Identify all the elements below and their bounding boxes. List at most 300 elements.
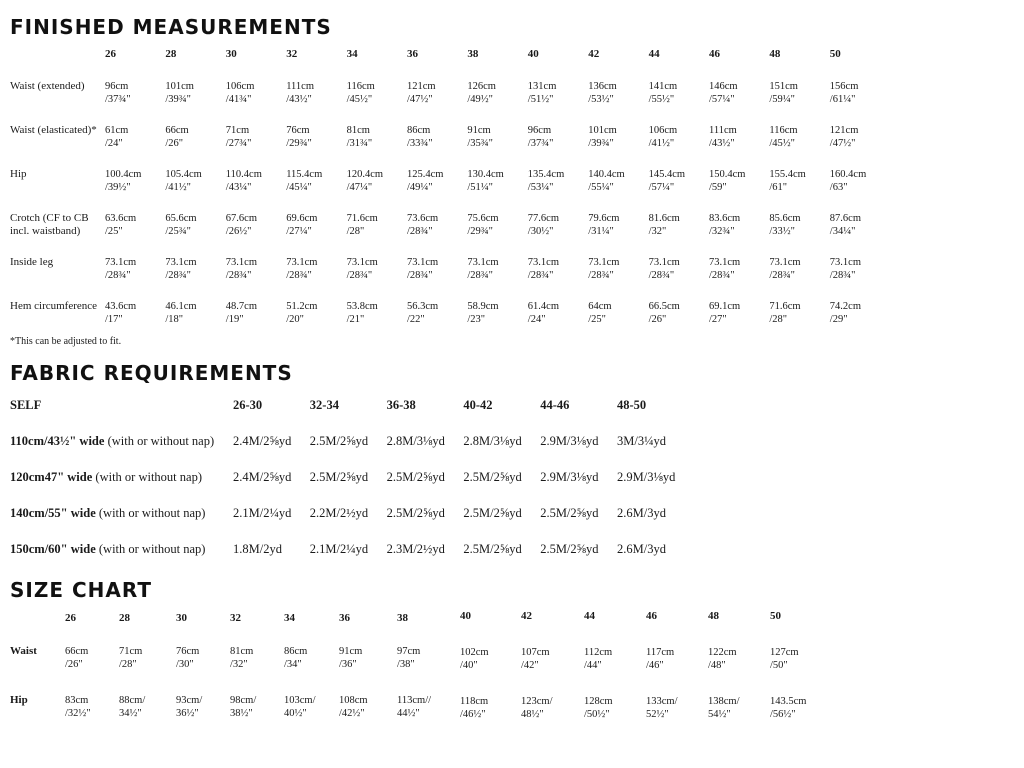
row-label-text: Crotch (CF to CB — [10, 212, 89, 224]
measurement-cell — [347, 168, 383, 194]
cell-imperial: /28¾" — [346, 270, 373, 281]
size-cell — [397, 645, 420, 671]
cell-imperial: /46" — [646, 660, 664, 671]
cell-imperial: /39¾" — [165, 94, 191, 105]
fabric-requirements-heading: FABRIC REQUIREMENTS — [10, 361, 293, 385]
cell-imperial: /50½" — [584, 709, 610, 720]
cell-metric: 83.6cm — [709, 213, 741, 224]
cell-imperial: /31¾" — [346, 138, 373, 149]
finished-measurements-heading: FINISHED MEASUREMENTS — [10, 15, 332, 39]
cell-metric: 73.1cm — [407, 257, 439, 268]
fabric-width-label — [10, 434, 214, 449]
cell-metric: 71.6cm — [769, 301, 801, 312]
measurement-cell — [467, 212, 498, 238]
fabric-amount: 2.6M/3yd — [617, 542, 666, 556]
size-header-28: 28 — [165, 48, 177, 60]
cell-imperial: /35¾" — [467, 138, 493, 149]
measurement-cell — [528, 124, 554, 150]
cell-metric: 48.7cm — [225, 301, 257, 312]
cell-imperial: /32" — [648, 226, 667, 237]
cell-metric: 79.6cm — [588, 213, 620, 224]
measurement-cell — [528, 256, 559, 282]
size-cell — [460, 646, 489, 672]
cell-imperial: /27" — [709, 314, 727, 325]
cell-metric: 86cm — [284, 646, 308, 657]
cell-metric: 123cm/ — [521, 696, 553, 707]
cell-imperial: /39½" — [105, 182, 131, 193]
cell-metric: 71cm — [119, 646, 143, 657]
size-header-42: 42 — [588, 48, 600, 60]
cell-metric: 83cm — [65, 695, 89, 706]
adjust-note: *This can be adjusted to fit. — [10, 336, 122, 347]
measurement-cell — [649, 124, 678, 150]
cell-metric: 145.4cm — [648, 169, 686, 180]
cell-metric: 73.1cm — [769, 257, 801, 268]
measurement-cell — [830, 256, 861, 282]
cell-metric: 73.1cm — [225, 257, 257, 268]
cell-imperial: /45½" — [346, 94, 373, 105]
cell-metric: 110.4cm — [225, 169, 262, 180]
size-header-26: 26 — [65, 612, 76, 624]
cell-metric: 53.8cm — [346, 301, 378, 312]
measurement-cell — [588, 300, 611, 326]
measurement-cell — [649, 300, 680, 326]
size-chart-heading: SIZE CHART — [10, 578, 153, 602]
size-range-header: 40-42 — [463, 398, 493, 412]
measurement-cell — [649, 212, 680, 238]
cell-metric: 106cm — [648, 125, 678, 136]
measurement-cell — [105, 300, 136, 326]
size-header-40: 40 — [460, 610, 471, 622]
cell-metric: 66cm — [65, 646, 89, 657]
fabric-width: 110cm/43½" wide — [10, 434, 105, 448]
cell-imperial: /28¾" — [467, 270, 493, 281]
cell-metric: 122cm — [708, 647, 737, 658]
cell-imperial: /49½" — [467, 94, 493, 105]
measurement-cell — [407, 300, 438, 326]
cell-imperial: /51½" — [527, 94, 554, 105]
nap-note: (with or without nap) — [92, 470, 202, 484]
size-range-header: 32-34 — [309, 398, 339, 412]
size-range-header: 48-50 — [617, 398, 647, 412]
size-header-26: 26 — [105, 48, 116, 60]
measurement-cell — [769, 168, 805, 194]
cell-imperial: /38" — [397, 659, 415, 670]
cell-imperial: /24" — [105, 138, 123, 149]
size-cell — [708, 695, 740, 721]
cell-metric: 107cm — [521, 647, 550, 658]
cell-metric: 66.5cm — [648, 301, 680, 312]
size-cell — [230, 694, 256, 720]
cell-imperial: /45¼" — [286, 182, 312, 193]
fabric-amount: 2.5M/2⅝yd — [463, 542, 522, 556]
size-cell — [65, 694, 91, 720]
cell-metric: 96cm — [105, 81, 129, 92]
cell-metric: 73.1cm — [829, 257, 861, 268]
measurement-cell — [286, 80, 314, 106]
size-header-38: 38 — [467, 48, 479, 60]
size-header-40: 40 — [527, 48, 539, 60]
nap-note: (with or without nap) — [104, 434, 215, 448]
measurement-cell — [347, 256, 378, 282]
measurement-cell — [105, 80, 131, 106]
cell-metric: 141cm — [648, 81, 678, 92]
cell-imperial: /25" — [105, 226, 123, 237]
measurement-cell — [286, 300, 317, 326]
measurement-cell — [226, 168, 262, 194]
measurement-cell — [528, 80, 557, 106]
measurement-cell — [709, 212, 740, 238]
cell-imperial: /27¾" — [225, 138, 252, 149]
cell-metric: 63.6cm — [105, 213, 137, 224]
size-cell — [646, 646, 674, 672]
size-cell — [708, 646, 737, 672]
size-row-label: Waist — [10, 645, 37, 657]
size-header-28: 28 — [119, 612, 130, 624]
cell-metric: 43.6cm — [105, 301, 137, 312]
measurement-cell — [165, 212, 196, 238]
measurement-cell — [830, 300, 861, 326]
fabric-amount: 2.9M/3⅛yd — [540, 434, 599, 448]
cell-imperial: /49¼" — [407, 182, 433, 193]
fabric-amount: 2.5M/2⅝yd — [540, 542, 599, 556]
size-cell — [65, 645, 88, 671]
cell-metric: 156cm — [829, 81, 859, 92]
size-cell — [521, 646, 550, 672]
cell-metric: 120.4cm — [346, 169, 384, 180]
fabric-amount: 2.5M/2⅝yd — [309, 434, 369, 448]
cell-metric: 138cm/ — [708, 696, 740, 707]
size-header-32: 32 — [230, 612, 241, 624]
cell-imperial: /28¾" — [407, 226, 433, 237]
size-cell — [284, 694, 316, 720]
cell-metric: 71cm — [225, 125, 250, 136]
measurement-cell — [165, 300, 196, 326]
self-label: SELF — [10, 398, 42, 412]
cell-imperial: /28¾" — [286, 270, 312, 281]
cell-imperial: /29" — [829, 314, 848, 325]
cell-metric: 150.4cm — [709, 169, 746, 180]
fabric-amount: 2.4M/2⅝yd — [233, 434, 292, 448]
measurement-cell — [286, 124, 312, 150]
cell-metric: 155.4cm — [769, 169, 806, 180]
cell-metric: 85.6cm — [769, 213, 801, 224]
cell-imperial: /26" — [65, 659, 83, 670]
measurement-cell — [830, 168, 866, 194]
measurement-cell — [588, 256, 619, 282]
cell-metric: 118cm — [460, 696, 489, 707]
measurement-cell — [528, 300, 559, 326]
cell-metric: 151cm — [769, 81, 798, 92]
size-cell — [119, 645, 142, 671]
cell-imperial: /55½" — [648, 94, 675, 105]
cell-metric: 58.9cm — [467, 301, 499, 312]
cell-metric: 56.3cm — [407, 301, 439, 312]
measurement-cell — [709, 168, 745, 194]
cell-metric: 128cm — [584, 696, 613, 707]
measurement-cell — [769, 256, 800, 282]
measurement-cell — [769, 124, 797, 150]
cell-metric: 67.6cm — [225, 213, 257, 224]
fabric-amount: 2.8M/3⅛yd — [463, 434, 522, 448]
size-range-header: 36-38 — [386, 398, 416, 412]
cell-imperial: /25" — [588, 314, 606, 325]
cell-metric: 91cm — [339, 646, 363, 657]
cell-metric: 127cm — [770, 647, 799, 658]
nap-note: (with or without nap) — [95, 506, 206, 520]
measurement-cell — [286, 256, 317, 282]
measurement-cell — [165, 124, 188, 150]
cell-metric: 75.6cm — [467, 213, 499, 224]
cell-metric: 111cm — [709, 125, 737, 136]
measurement-cell — [226, 212, 257, 238]
cell-metric: 73.1cm — [105, 257, 137, 268]
cell-metric: 102cm — [460, 647, 489, 658]
size-cell — [460, 695, 488, 721]
cell-metric: 136cm — [588, 81, 617, 92]
size-header-34: 34 — [284, 612, 295, 624]
cell-imperial: /37¾" — [527, 138, 554, 149]
size-header-30: 30 — [225, 48, 237, 60]
cell-metric: 135.4cm — [527, 169, 565, 180]
measurement-cell — [226, 80, 255, 106]
cell-imperial: 54½" — [708, 709, 731, 720]
cell-imperial: /28" — [119, 659, 137, 670]
size-range-header: 44-46 — [540, 398, 570, 412]
cell-metric: 73.1cm — [527, 257, 559, 268]
cell-metric: 87.6cm — [829, 213, 861, 224]
cell-imperial: /42" — [521, 660, 539, 671]
cell-metric: 73.1cm — [286, 257, 318, 268]
cell-metric: 101cm — [588, 125, 617, 136]
cell-metric: 73.6cm — [407, 213, 439, 224]
cell-metric: 69.1cm — [709, 301, 741, 312]
size-cell — [176, 645, 199, 671]
measurement-cell — [347, 212, 378, 238]
cell-metric: 116cm — [346, 81, 375, 92]
cell-imperial: /28¾" — [709, 270, 735, 281]
cell-metric: 143.5cm — [770, 696, 807, 707]
cell-imperial: 40½" — [284, 708, 307, 719]
cell-imperial: /57¼" — [648, 182, 675, 193]
measurement-row-label — [10, 300, 97, 313]
cell-metric: 113cm// — [397, 695, 432, 706]
cell-imperial: /36" — [339, 659, 357, 670]
measurement-cell — [709, 124, 737, 150]
fabric-width: 140cm/55" wide — [10, 506, 96, 520]
cell-imperial: /28¾" — [165, 270, 191, 281]
fabric-amount: 2.4M/2⅝yd — [233, 470, 292, 484]
size-cell — [119, 694, 145, 720]
cell-imperial: /28¾" — [527, 270, 554, 281]
cell-imperial: /59¼" — [769, 94, 795, 105]
size-cell — [584, 695, 613, 721]
measurement-cell — [347, 80, 375, 106]
size-cell — [770, 695, 806, 721]
cell-imperial: /43¼" — [225, 182, 252, 193]
cell-metric: 131cm — [527, 81, 557, 92]
cell-imperial: /28¾" — [588, 270, 614, 281]
measurement-cell — [467, 124, 493, 150]
cell-imperial: /28¾" — [769, 270, 795, 281]
cell-metric: 146cm — [709, 81, 738, 92]
cell-metric: 51.2cm — [286, 301, 318, 312]
cell-metric: 73.1cm — [346, 257, 378, 268]
fabric-amount: 2.5M/2⅝yd — [540, 506, 599, 520]
fabric-amount: 2.5M/2⅝yd — [463, 470, 522, 484]
measurement-cell — [407, 212, 438, 238]
cell-imperial: /56½" — [770, 709, 796, 720]
cell-metric: 69.6cm — [286, 213, 318, 224]
size-cell — [339, 694, 368, 720]
cell-imperial: /25¾" — [165, 226, 191, 237]
measurement-cell — [830, 124, 859, 150]
measurement-cell — [165, 256, 196, 282]
fabric-width-label — [10, 506, 205, 521]
cell-imperial: /33½" — [769, 226, 795, 237]
cell-metric: 66cm — [165, 125, 189, 136]
measurement-cell — [769, 212, 800, 238]
cell-metric: 106cm — [225, 81, 255, 92]
cell-imperial: /61¼" — [829, 94, 856, 105]
cell-imperial: /27¼" — [286, 226, 312, 237]
cell-imperial: /50" — [770, 660, 788, 671]
size-header-50: 50 — [829, 48, 841, 60]
measurement-cell — [709, 300, 740, 326]
cell-metric: 160.4cm — [829, 169, 867, 180]
measurement-cell — [286, 168, 322, 194]
cell-imperial: /47¼" — [346, 182, 373, 193]
cell-imperial: 44½" — [397, 708, 420, 719]
cell-metric: 76cm — [286, 125, 310, 136]
cell-imperial: /20" — [286, 314, 304, 325]
measurement-cell — [165, 168, 201, 194]
cell-imperial: /32½" — [65, 708, 91, 719]
measurement-cell — [467, 256, 498, 282]
size-cell — [284, 645, 307, 671]
cell-imperial: /43½" — [709, 138, 735, 149]
row-label-text: Waist (elasticated)* — [10, 124, 97, 136]
cell-imperial: 34½" — [119, 708, 142, 719]
size-cell — [230, 645, 253, 671]
size-header-46: 46 — [709, 48, 720, 60]
cell-imperial: /32" — [230, 659, 248, 670]
size-header-50: 50 — [770, 610, 781, 622]
cell-imperial: /47½" — [829, 138, 856, 149]
size-cell — [521, 695, 553, 721]
measurement-cell — [649, 80, 678, 106]
cell-imperial: /30" — [176, 659, 194, 670]
cell-metric: 86cm — [407, 125, 431, 136]
measurement-cell — [226, 124, 252, 150]
cell-imperial: /41½" — [165, 182, 191, 193]
measurement-cell — [105, 168, 141, 194]
fabric-amount: 3M/3¼yd — [617, 434, 666, 448]
measurement-cell — [105, 124, 128, 150]
cell-metric: 96cm — [527, 125, 552, 136]
cell-imperial: /34" — [284, 659, 302, 670]
cell-imperial: /55¼" — [588, 182, 614, 193]
cell-metric: 100.4cm — [105, 169, 142, 180]
fabric-amount: 2.1M/2¼yd — [233, 506, 292, 520]
size-header-48: 48 — [769, 48, 781, 60]
measurement-cell — [226, 256, 257, 282]
size-cell — [397, 694, 431, 720]
cell-imperial: /29¾" — [286, 138, 312, 149]
cell-metric: 97cm — [397, 646, 421, 657]
cell-metric: 81cm — [230, 646, 254, 657]
cell-imperial: 38½" — [230, 708, 253, 719]
cell-metric: 64cm — [588, 301, 612, 312]
fabric-width-label — [10, 470, 202, 485]
cell-imperial: /33¾" — [407, 138, 433, 149]
cell-imperial: /26" — [165, 138, 184, 149]
row-label-text: Waist (extended) — [10, 80, 85, 92]
fabric-amount: 2.3M/2½yd — [386, 542, 445, 556]
fabric-amount: 2.1M/2¼yd — [309, 542, 369, 556]
cell-imperial: 48½" — [521, 709, 544, 720]
size-range-header: 26-30 — [233, 398, 263, 412]
cell-imperial: /26½" — [225, 226, 252, 237]
cell-imperial: /37¾" — [105, 94, 131, 105]
size-cell — [176, 694, 202, 720]
measurement-cell — [467, 80, 496, 106]
row-label-text: Hem circumference — [10, 300, 98, 312]
cell-imperial: /28" — [769, 314, 788, 325]
size-cell — [646, 695, 678, 721]
cell-metric: 116cm — [769, 125, 798, 136]
size-cell — [584, 646, 612, 672]
cell-imperial: 52½" — [646, 709, 669, 720]
cell-metric: 111cm — [286, 81, 314, 92]
cell-metric: 115.4cm — [286, 169, 323, 180]
cell-imperial: /28¾" — [648, 270, 675, 281]
measurement-cell — [286, 212, 317, 238]
cell-metric: 81.6cm — [648, 213, 680, 224]
measurement-cell — [649, 256, 680, 282]
measurement-cell — [528, 168, 564, 194]
cell-imperial: /30½" — [527, 226, 554, 237]
cell-imperial: /31¼" — [588, 226, 614, 237]
cell-imperial: /24" — [527, 314, 546, 325]
fabric-amount: 1.8M/2yd — [233, 542, 282, 556]
cell-imperial: /44" — [584, 660, 602, 671]
cell-metric: 65.6cm — [165, 213, 197, 224]
cell-metric: 46.1cm — [165, 301, 197, 312]
measurement-cell — [226, 300, 257, 326]
cell-metric: 105.4cm — [165, 169, 202, 180]
cell-metric: 117cm — [646, 647, 675, 658]
cell-imperial: /41½" — [648, 138, 675, 149]
measurement-cell — [649, 168, 685, 194]
cell-metric: 73.1cm — [467, 257, 499, 268]
cell-imperial: /32¾" — [709, 226, 735, 237]
measurement-cell — [588, 124, 617, 150]
cell-metric: 126cm — [467, 81, 496, 92]
cell-imperial: /63" — [829, 182, 848, 193]
cell-metric: 121cm — [407, 81, 436, 92]
measurement-cell — [407, 80, 436, 106]
fabric-width-label — [10, 542, 205, 557]
measurement-row-label — [10, 80, 85, 93]
cell-imperial: /59" — [709, 182, 727, 193]
cell-imperial: /29¾" — [467, 226, 493, 237]
size-header-32: 32 — [286, 48, 298, 60]
cell-metric: 88cm/ — [119, 695, 146, 706]
cell-metric: 130.4cm — [467, 169, 504, 180]
measurement-cell — [830, 212, 861, 238]
cell-imperial: /28¾" — [105, 270, 131, 281]
